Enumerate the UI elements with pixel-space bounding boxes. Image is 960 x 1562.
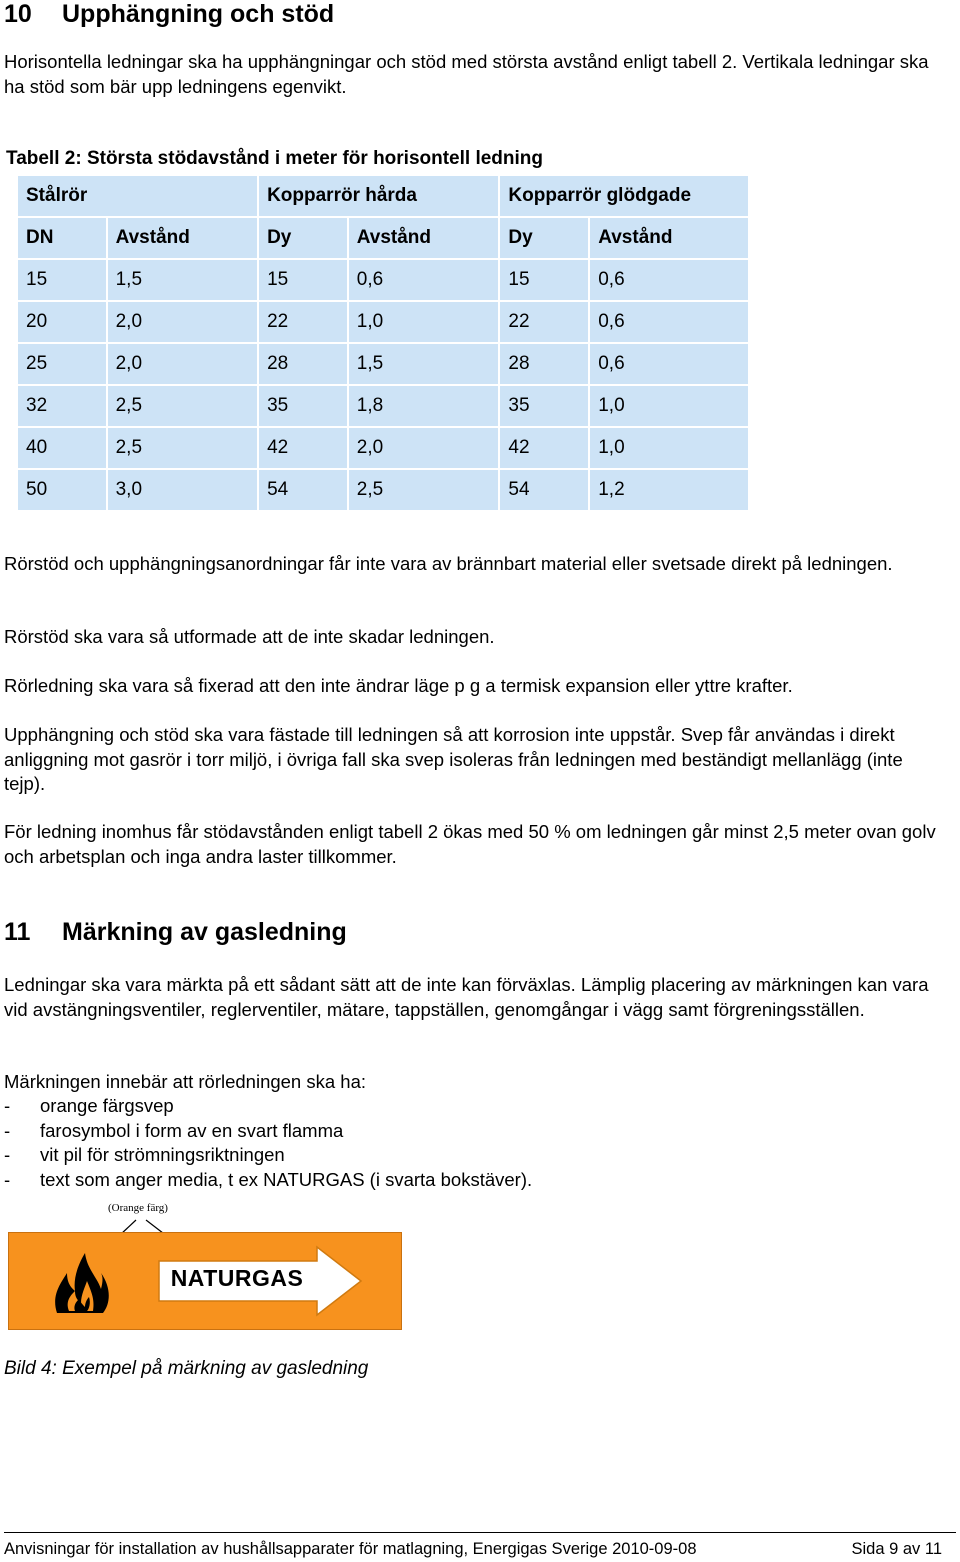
table-row bbox=[18, 344, 748, 384]
table-row bbox=[18, 428, 748, 468]
orange-color-callout: (Orange färg) bbox=[108, 1202, 168, 1214]
table-cell: 1,5 bbox=[108, 260, 257, 300]
section-10-intro: Horisontella ledningar ska ha upphängningar och stöd med största avstånd enligt tabell 2. Vertikala ledningar ska ha stöd som bär upp ledningens egenvikt. bbox=[4, 51, 929, 97]
paragraph-material: Rörstöd och upphängningsanordningar får inte vara av brännbart material eller svetsade direkt på ledningen. bbox=[4, 553, 893, 574]
figure-caption: Bild 4: Exempel på märkning av gasledning bbox=[4, 1358, 369, 1379]
table-cell: 42 bbox=[259, 428, 347, 468]
footer-page-number: Sida 9 av 11 bbox=[851, 1540, 942, 1558]
section-number: 11 bbox=[4, 918, 31, 946]
table-row bbox=[18, 386, 748, 426]
marking-list bbox=[4, 1094, 532, 1192]
table-cell: 50 bbox=[18, 470, 106, 510]
table-cell: 1,2 bbox=[590, 470, 748, 510]
section-11-intro: Ledningar ska vara märkta på ett sådant sätt att de inte kan förväxlas. Lämplig placering av märkningen kan vara vid avstängningsventiler, reglerventiler, mätare, tappställen, genomgångar i vägg samt förgreningsställen. bbox=[4, 974, 929, 1020]
naturgas-label: NATURGAS bbox=[170, 1265, 304, 1291]
list-item-text: orange färgsvep bbox=[40, 1095, 174, 1116]
list-marker: - bbox=[4, 1095, 11, 1116]
table-cell: 22 bbox=[500, 302, 588, 342]
list-marker: - bbox=[4, 1144, 11, 1165]
section-10-heading bbox=[4, 0, 334, 29]
group-header-copper-hard: Kopparrör hårda bbox=[259, 176, 498, 216]
table-cell: 35 bbox=[500, 386, 588, 426]
list-item bbox=[4, 1119, 532, 1144]
column-header: Avstånd bbox=[349, 218, 499, 258]
table-cell: 28 bbox=[259, 344, 347, 384]
table-cell: 2,5 bbox=[108, 386, 257, 426]
section-title: Upphängning och stöd bbox=[62, 0, 335, 28]
list-item-text: vit pil för strömningsriktningen bbox=[40, 1144, 285, 1165]
table-row bbox=[18, 470, 748, 510]
paragraph-indoor: För ledning inomhus får stödavstånden enligt tabell 2 ökas med 50 % om ledningen går minst 2,5 meter ovan golv och arbetsplan och inga andra laster tillkommer. bbox=[4, 821, 936, 867]
table-group-header-row bbox=[18, 176, 748, 216]
support-distance-table bbox=[16, 174, 750, 512]
table-cell: 0,6 bbox=[590, 344, 748, 384]
column-header: DN bbox=[18, 218, 106, 258]
table-cell: 54 bbox=[500, 470, 588, 510]
group-header-steel: Stålrör bbox=[18, 176, 257, 216]
table-cell: 1,0 bbox=[349, 302, 499, 342]
table-cell: 22 bbox=[259, 302, 347, 342]
table-cell: 1,0 bbox=[590, 428, 748, 468]
table-cell: 0,6 bbox=[590, 260, 748, 300]
table-cell: 2,0 bbox=[108, 302, 257, 342]
paragraph-corrosion: Upphängning och stöd ska vara fästade till ledningen så att korrosion inte uppstår. Svep får användas i direkt anliggning mot gasrör i torr miljö, i övriga fall ska svep isoleras från ledningen med beständigt mellanlägg (inte tejp). bbox=[4, 724, 903, 794]
table-cell: 54 bbox=[259, 470, 347, 510]
section-title: Märkning av gasledning bbox=[62, 918, 347, 946]
list-intro: Märkningen innebär att rörledningen ska ha: bbox=[4, 1071, 367, 1092]
table-cell: 1,5 bbox=[349, 344, 499, 384]
group-header-copper-annealed: Kopparrör glödgade bbox=[500, 176, 748, 216]
table-cell: 32 bbox=[18, 386, 106, 426]
column-header: Avstånd bbox=[590, 218, 748, 258]
table-cell: 2,0 bbox=[108, 344, 257, 384]
paragraph-design: Rörstöd ska vara så utformade att de inte skadar ledningen. bbox=[4, 626, 495, 647]
table-cell: 2,0 bbox=[349, 428, 499, 468]
table-cell: 3,0 bbox=[108, 470, 257, 510]
table-cell: 42 bbox=[500, 428, 588, 468]
column-header: Dy bbox=[500, 218, 588, 258]
table-cell: 1,0 bbox=[590, 386, 748, 426]
table-row bbox=[18, 260, 748, 300]
table-cell: 0,6 bbox=[590, 302, 748, 342]
section-11-heading bbox=[4, 918, 347, 947]
table-cell: 0,6 bbox=[349, 260, 499, 300]
table-cell: 35 bbox=[259, 386, 347, 426]
flame-hazard-icon bbox=[53, 1251, 109, 1315]
list-item-text: text som anger media, t ex NATURGAS (i svarta bokstäver). bbox=[40, 1168, 533, 1190]
footer-divider bbox=[4, 1532, 956, 1533]
footer-document-title: Anvisningar för installation av hushållsapparater för matlagning, Energigas Sverige 2010-09-08 bbox=[4, 1540, 697, 1558]
table-cell: 40 bbox=[18, 428, 106, 468]
list-marker: - bbox=[4, 1119, 11, 1141]
table-cell: 15 bbox=[500, 260, 588, 300]
table-cell: 15 bbox=[18, 260, 106, 300]
column-header: Dy bbox=[259, 218, 347, 258]
list-item-text: farosymbol i form av en svart flamma bbox=[40, 1119, 344, 1141]
table-cell: 28 bbox=[500, 344, 588, 384]
paragraph-fixation: Rörledning ska vara så fixerad att den inte ändrar läge p g a termisk expansion eller yttre krafter. bbox=[4, 675, 793, 696]
table-caption: Tabell 2: Största stödavstånd i meter för horisontell ledning bbox=[6, 148, 544, 169]
list-item bbox=[4, 1143, 532, 1168]
table-cell: 1,8 bbox=[349, 386, 499, 426]
table-cell: 2,5 bbox=[349, 470, 499, 510]
table-column-header-row bbox=[18, 218, 748, 258]
table-cell: 25 bbox=[18, 344, 106, 384]
gas-marking-sign bbox=[8, 1232, 402, 1330]
table-cell: 20 bbox=[18, 302, 106, 342]
list-item bbox=[4, 1094, 532, 1119]
table-cell: 2,5 bbox=[108, 428, 257, 468]
section-number: 10 bbox=[4, 0, 32, 28]
table-cell: 15 bbox=[259, 260, 347, 300]
list-marker: - bbox=[4, 1168, 11, 1190]
table-row bbox=[18, 302, 748, 342]
column-header: Avstånd bbox=[108, 218, 257, 258]
list-item bbox=[4, 1168, 532, 1193]
